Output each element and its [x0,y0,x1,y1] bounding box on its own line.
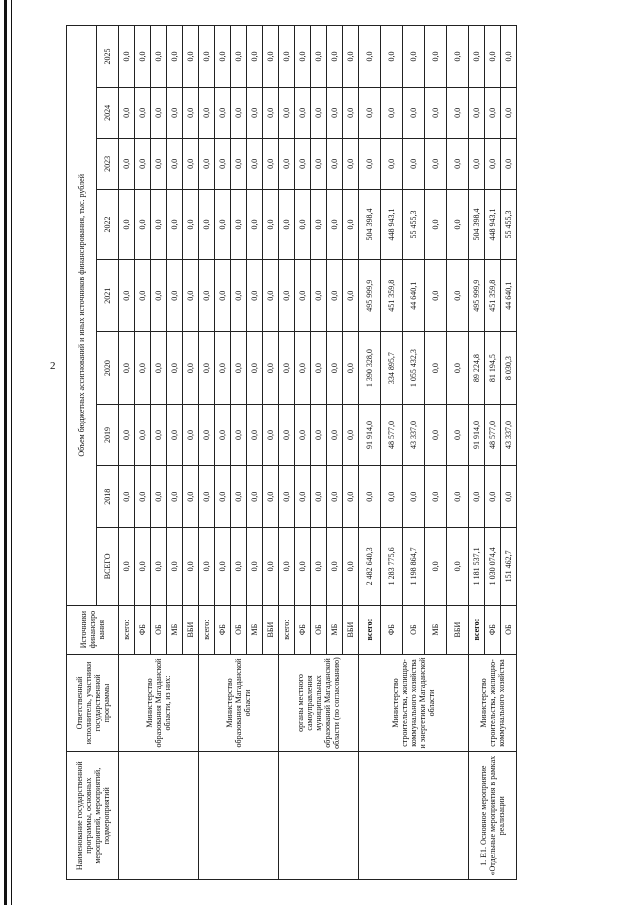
value-cell: 0,0 [167,332,183,404]
value-cell: 0,0 [119,466,135,528]
value-cell: 2 482 640,3 [359,528,381,606]
table-row [359,26,381,880]
value-cell: 1 283 775,6 [381,528,403,606]
value-cell: 0,0 [469,26,485,88]
value-cell: 0,0 [343,26,359,88]
value-cell: 0,0 [295,260,311,332]
header-year: 2024 [97,87,119,138]
value-cell: 0,0 [199,528,215,606]
value-cell: 0,0 [311,138,327,189]
header-name: Наименование государственной программы, основных мероприятий, мероприятий, подмероприятий [67,752,119,880]
header-source: Источники финансиро вания [67,605,119,654]
value-cell: 0,0 [231,466,247,528]
value-cell: 0,0 [343,466,359,528]
value-cell: 48 577,0 [485,404,501,466]
value-cell: 0,0 [425,26,447,88]
source-cell: МБ [167,605,183,654]
value-cell: 0,0 [215,466,231,528]
value-cell: 0,0 [183,87,199,138]
value-cell: 0,0 [447,466,469,528]
executor-cell: Министерство строительства, жилищно-коммунального хозяйства [469,654,517,752]
value-cell: 0,0 [403,138,425,189]
value-cell: 0,0 [447,528,469,606]
value-cell: 0,0 [231,404,247,466]
value-cell: 1 390 328,0 [359,332,381,404]
value-cell: 0,0 [485,138,501,189]
value-cell: 448 943,1 [485,189,501,259]
header-year: 2018 [97,466,119,528]
value-cell: 0,0 [279,87,295,138]
value-cell: 0,0 [135,189,151,259]
value-cell: 451 359,8 [381,260,403,332]
value-cell: 0,0 [447,87,469,138]
value-cell: 0,0 [183,26,199,88]
value-cell: 504 398,4 [359,189,381,259]
value-cell: 0,0 [311,332,327,404]
header-year: 2023 [97,138,119,189]
value-cell: 48 577,0 [381,404,403,466]
value-cell: 0,0 [167,404,183,466]
value-cell: 0,0 [501,26,517,88]
value-cell: 0,0 [485,466,501,528]
source-cell: ФБ [135,605,151,654]
value-cell: 0,0 [279,528,295,606]
value-cell: 0,0 [183,260,199,332]
value-cell: 0,0 [135,87,151,138]
value-cell: 0,0 [263,260,279,332]
source-cell: МБ [327,605,343,654]
value-cell: 0,0 [167,466,183,528]
table-row [119,26,135,880]
value-cell: 0,0 [263,404,279,466]
executor-cell: органы местного самоуправления муниципальных образований Магаданской области (по согласованию) [279,654,359,752]
source-cell: ОБ [151,605,167,654]
value-cell: 0,0 [501,466,517,528]
value-cell: 89 224,8 [469,332,485,404]
value-cell: 0,0 [231,189,247,259]
value-cell: 0,0 [199,260,215,332]
value-cell: 0,0 [151,332,167,404]
value-cell: 0,0 [425,332,447,404]
source-cell: ФБ [381,605,403,654]
value-cell: 0,0 [135,332,151,404]
header-year: 2020 [97,332,119,404]
value-cell: 0,0 [119,87,135,138]
value-cell: 0,0 [469,138,485,189]
value-cell: 0,0 [247,260,263,332]
header-volume: Объем бюджетных ассигнований и иных источников финансирования, тыс. рублей [67,26,97,606]
value-cell: 0,0 [359,138,381,189]
financing-table-rotated [66,25,608,880]
header-year: 2019 [97,404,119,466]
event-name-cell [199,752,279,880]
value-cell: 0,0 [447,26,469,88]
value-cell: 0,0 [343,138,359,189]
value-cell: 0,0 [231,260,247,332]
event-name-cell [119,752,199,880]
value-cell: 0,0 [447,189,469,259]
value-cell: 0,0 [183,138,199,189]
value-cell: 1 030 074,4 [485,528,501,606]
value-cell: 0,0 [167,528,183,606]
value-cell: 0,0 [231,332,247,404]
value-cell: 0,0 [447,260,469,332]
source-cell: ОБ [311,605,327,654]
event-name-cell [359,752,469,880]
value-cell: 0,0 [381,138,403,189]
value-cell: 0,0 [343,87,359,138]
source-cell: ВБИ [343,605,359,654]
value-cell: 0,0 [381,26,403,88]
value-cell: 0,0 [199,26,215,88]
page-divider-thick [4,0,7,905]
value-cell: 0,0 [215,26,231,88]
value-cell: 0,0 [295,87,311,138]
value-cell: 0,0 [501,87,517,138]
value-cell: 0,0 [425,138,447,189]
value-cell: 0,0 [295,138,311,189]
table-row [279,26,295,880]
header-year: 2025 [97,26,119,88]
value-cell: 0,0 [403,466,425,528]
value-cell: 0,0 [183,528,199,606]
source-cell: всего: [199,605,215,654]
value-cell: 0,0 [279,466,295,528]
value-cell: 43 337,0 [501,404,517,466]
executor-cell: Министерство образования Магаданской области, из них: [119,654,199,752]
value-cell: 0,0 [215,260,231,332]
value-cell: 0,0 [231,138,247,189]
value-cell: 0,0 [199,189,215,259]
value-cell: 0,0 [327,466,343,528]
value-cell: 0,0 [247,26,263,88]
value-cell: 0,0 [311,189,327,259]
value-cell: 0,0 [247,466,263,528]
value-cell: 0,0 [343,404,359,466]
value-cell: 0,0 [263,189,279,259]
value-cell: 55 455,3 [403,189,425,259]
value-cell: 91 914,0 [359,404,381,466]
value-cell: 43 337,0 [403,404,425,466]
value-cell: 0,0 [151,26,167,88]
value-cell: 0,0 [279,404,295,466]
source-cell: ВБИ [183,605,199,654]
value-cell: 0,0 [135,528,151,606]
value-cell: 0,0 [501,138,517,189]
value-cell: 0,0 [311,26,327,88]
financing-table [66,25,517,880]
value-cell: 0,0 [469,87,485,138]
value-cell: 0,0 [263,26,279,88]
value-cell: 0,0 [151,404,167,466]
value-cell: 0,0 [119,528,135,606]
value-cell: 0,0 [469,466,485,528]
value-cell: 0,0 [425,189,447,259]
value-cell: 0,0 [327,332,343,404]
value-cell: 0,0 [151,528,167,606]
value-cell: 0,0 [135,404,151,466]
event-name-cell [279,752,359,880]
value-cell: 0,0 [327,189,343,259]
value-cell: 91 914,0 [469,404,485,466]
executor-cell: Министерство строительства, жилищно-коммунального хозяйства и энергетики Магаданской области [359,654,469,752]
value-cell: 0,0 [403,87,425,138]
value-cell: 0,0 [183,189,199,259]
page-number: 2 [50,360,56,372]
value-cell: 0,0 [167,260,183,332]
value-cell: 0,0 [327,528,343,606]
value-cell: 0,0 [247,528,263,606]
value-cell: 44 640,1 [403,260,425,332]
value-cell: 0,0 [327,404,343,466]
value-cell: 0,0 [263,332,279,404]
value-cell: 0,0 [295,332,311,404]
value-cell: 0,0 [215,138,231,189]
value-cell: 0,0 [151,189,167,259]
value-cell: 0,0 [135,466,151,528]
value-cell: 0,0 [199,466,215,528]
value-cell: 0,0 [425,528,447,606]
header-year: 2022 [97,189,119,259]
value-cell: 0,0 [215,528,231,606]
value-cell: 0,0 [247,404,263,466]
value-cell: 0,0 [485,26,501,88]
value-cell: 0,0 [199,332,215,404]
value-cell: 448 943,1 [381,189,403,259]
source-cell: ФБ [485,605,501,654]
source-cell: всего: [119,605,135,654]
value-cell: 0,0 [119,189,135,259]
value-cell: 0,0 [135,138,151,189]
executor-cell: Министерство образования Магаданской области [199,654,279,752]
value-cell: 0,0 [327,87,343,138]
value-cell: 0,0 [263,138,279,189]
value-cell: 0,0 [381,87,403,138]
value-cell: 0,0 [151,87,167,138]
value-cell: 0,0 [295,528,311,606]
value-cell: 334 895,7 [381,332,403,404]
value-cell: 0,0 [119,26,135,88]
value-cell: 0,0 [279,260,295,332]
value-cell: 0,0 [279,138,295,189]
value-cell: 8 030,3 [501,332,517,404]
value-cell: 1 181 537,1 [469,528,485,606]
value-cell: 0,0 [119,332,135,404]
value-cell: 55 455,3 [501,189,517,259]
value-cell: 0,0 [425,87,447,138]
value-cell: 0,0 [327,260,343,332]
table-row [199,26,215,880]
event-name-cell: 1. Е1. Основное мероприятие «Отдельные мероприятия в рамках реализации [469,752,517,880]
value-cell: 0,0 [311,260,327,332]
value-cell: 0,0 [119,404,135,466]
source-cell: ВБИ [447,605,469,654]
value-cell: 0,0 [167,189,183,259]
value-cell: 0,0 [135,26,151,88]
value-cell: 0,0 [425,404,447,466]
value-cell: 0,0 [183,466,199,528]
value-cell: 0,0 [343,332,359,404]
source-cell: ОБ [403,605,425,654]
value-cell: 44 640,1 [501,260,517,332]
header-year: ВСЕГО [97,528,119,606]
value-cell: 0,0 [311,404,327,466]
value-cell: 0,0 [215,189,231,259]
value-cell: 0,0 [119,138,135,189]
value-cell: 504 398,4 [469,189,485,259]
value-cell: 0,0 [231,528,247,606]
value-cell: 0,0 [199,404,215,466]
source-cell: ОБ [231,605,247,654]
value-cell: 0,0 [247,189,263,259]
value-cell: 0,0 [231,87,247,138]
source-cell: всего: [359,605,381,654]
value-cell: 0,0 [135,260,151,332]
value-cell: 0,0 [247,87,263,138]
value-cell: 0,0 [183,404,199,466]
value-cell: 0,0 [359,466,381,528]
value-cell: 0,0 [247,332,263,404]
value-cell: 0,0 [151,466,167,528]
value-cell: 151 462,7 [501,528,517,606]
value-cell: 0,0 [167,26,183,88]
value-cell: 0,0 [151,260,167,332]
value-cell: 0,0 [425,466,447,528]
value-cell: 0,0 [343,189,359,259]
source-cell: ВБИ [263,605,279,654]
value-cell: 0,0 [295,466,311,528]
source-cell: ФБ [215,605,231,654]
value-cell: 0,0 [311,466,327,528]
value-cell: 0,0 [215,332,231,404]
value-cell: 0,0 [263,528,279,606]
header-year: 2021 [97,260,119,332]
value-cell: 0,0 [231,26,247,88]
value-cell: 1 198 864,7 [403,528,425,606]
value-cell: 0,0 [447,404,469,466]
value-cell: 0,0 [215,87,231,138]
value-cell: 0,0 [343,528,359,606]
value-cell: 0,0 [295,26,311,88]
value-cell: 0,0 [485,87,501,138]
value-cell: 0,0 [311,528,327,606]
source-cell: всего: [279,605,295,654]
value-cell: 495 999,9 [359,260,381,332]
value-cell: 0,0 [199,87,215,138]
value-cell: 0,0 [327,138,343,189]
value-cell: 0,0 [151,138,167,189]
value-cell: 0,0 [359,26,381,88]
value-cell: 0,0 [295,189,311,259]
value-cell: 1 055 432,3 [403,332,425,404]
page-divider-thin [11,0,12,905]
value-cell: 0,0 [167,87,183,138]
value-cell: 0,0 [215,404,231,466]
value-cell: 0,0 [183,332,199,404]
value-cell: 0,0 [447,332,469,404]
value-cell: 0,0 [311,87,327,138]
table-row [469,26,485,880]
value-cell: 0,0 [425,260,447,332]
value-cell: 0,0 [359,87,381,138]
source-cell: всего: [469,605,485,654]
value-cell: 0,0 [263,87,279,138]
source-cell: ФБ [295,605,311,654]
source-cell: МБ [247,605,263,654]
value-cell: 81 194,5 [485,332,501,404]
value-cell: 0,0 [279,189,295,259]
value-cell: 0,0 [279,332,295,404]
value-cell: 0,0 [327,26,343,88]
value-cell: 451 359,8 [485,260,501,332]
source-cell: МБ [425,605,447,654]
value-cell: 0,0 [295,404,311,466]
value-cell: 495 999,9 [469,260,485,332]
value-cell: 0,0 [381,466,403,528]
value-cell: 0,0 [247,138,263,189]
source-cell: ОБ [501,605,517,654]
value-cell: 0,0 [167,138,183,189]
value-cell: 0,0 [279,26,295,88]
value-cell: 0,0 [447,138,469,189]
value-cell: 0,0 [263,466,279,528]
value-cell: 0,0 [343,260,359,332]
value-cell: 0,0 [199,138,215,189]
value-cell: 0,0 [119,260,135,332]
header-executor: Ответственный исполнитель, участники государственной программы [67,654,119,752]
value-cell: 0,0 [403,26,425,88]
